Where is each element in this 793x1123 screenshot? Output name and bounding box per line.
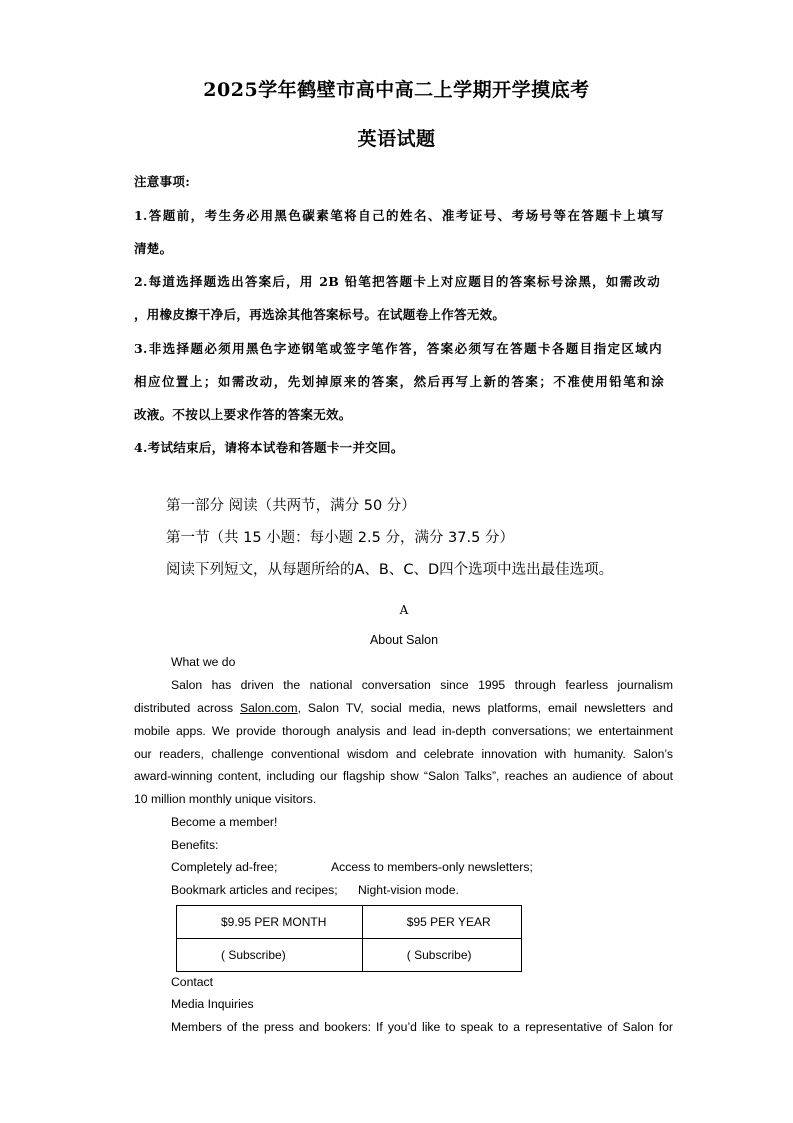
- notice-line: 1.答题前，考生务必用黑色碳素笔将自己的姓名、准考证号、考场号等在答题卡上填写: [134, 208, 664, 223]
- paragraph-line: distributed across Salon.com, Salon TV, social media, news platforms, email newsletters and: [134, 701, 673, 715]
- benefit-item: Access to members-only newsletters;: [331, 860, 533, 874]
- subscribe-monthly-button[interactable]: ( Subscribe): [177, 939, 363, 972]
- paragraph-line: Salon has driven the national conversation since 1995 through fearless journalism: [171, 678, 673, 692]
- paragraph-line: award-winning content, including our flagship show “Salon Talks”, reaches an audience of about: [134, 769, 673, 783]
- passage-title: About Salon: [369, 633, 439, 647]
- notice-heading: 注意事项:: [134, 174, 191, 189]
- pricing-row: [177, 939, 522, 972]
- media-inquiries: Media Inquiries: [171, 997, 254, 1011]
- price-yearly: $95 PER YEAR: [362, 906, 521, 939]
- exam-subtitle: 英语试题: [357, 128, 436, 150]
- notice-line: 4.考试结束后，请将本试卷和答题卡一并交回。: [134, 440, 404, 455]
- benefits-heading: Benefits:: [171, 838, 219, 852]
- instruction: 阅读下列短文，从每题所给的A、B、C、D四个选项中选出最佳选项。: [166, 562, 614, 578]
- benefit-item: Bookmark articles and recipes;: [171, 883, 338, 897]
- contact-heading: Contact: [171, 975, 214, 989]
- paragraph-line: our readers, challenge conventional wisdom and celebrate innovation with humanity. Salon’s: [134, 747, 673, 761]
- price-monthly: $9.95 PER MONTH: [177, 906, 363, 939]
- notice-line: 2.每道选择题选出答案后，用 2B 铅笔把答题卡上对应题目的答案标号涂黑，如需改动: [134, 274, 660, 289]
- paragraph-line: mobile apps. We provide thorough analysis and lead in-depth conversations; we entertainment: [134, 724, 673, 738]
- section-heading: 第一节（共 15 小题：每小题 2.5 分，满分 37.5 分）: [166, 530, 514, 546]
- subscribe-yearly-button[interactable]: ( Subscribe): [362, 939, 521, 972]
- notice-line: ，用橡皮擦干净后，再选涂其他答案标号。在试题卷上作答无效。: [134, 307, 506, 322]
- pricing-row: [177, 906, 522, 939]
- become-member: Become a member!: [171, 815, 278, 829]
- paragraph-line: Members of the press and bookers: If you’d like to speak to a representative of Salon for: [171, 1020, 673, 1034]
- pricing-table: [176, 905, 522, 972]
- notice-line: 清楚。: [134, 241, 173, 256]
- notice-line: 改液。不按以上要求作答的答案无效。: [134, 407, 352, 422]
- passage-letter: A: [399, 603, 409, 617]
- notice-line: 3.非选择题必须用黑色字迹钢笔或签字笔作答，答案必须写在答题卡各题目指定区域内: [134, 341, 662, 356]
- salon-link[interactable]: Salon.com: [240, 701, 298, 715]
- exam-title: 2025学年鹤壁市高中高二上学期开学摸底考: [203, 79, 590, 101]
- benefit-item: Completely ad-free;: [171, 860, 278, 874]
- notice-line: 相应位置上；如需改动，先划掉原来的答案，然后再写上新的答案；不准使用铅笔和涂: [134, 374, 664, 389]
- section-label: What we do: [171, 655, 236, 669]
- part-heading: 第一部分 阅读（共两节，满分 50 分）: [166, 498, 416, 514]
- paragraph-line: 10 million monthly unique visitors.: [134, 792, 317, 806]
- benefit-item: Night-vision mode.: [358, 883, 459, 897]
